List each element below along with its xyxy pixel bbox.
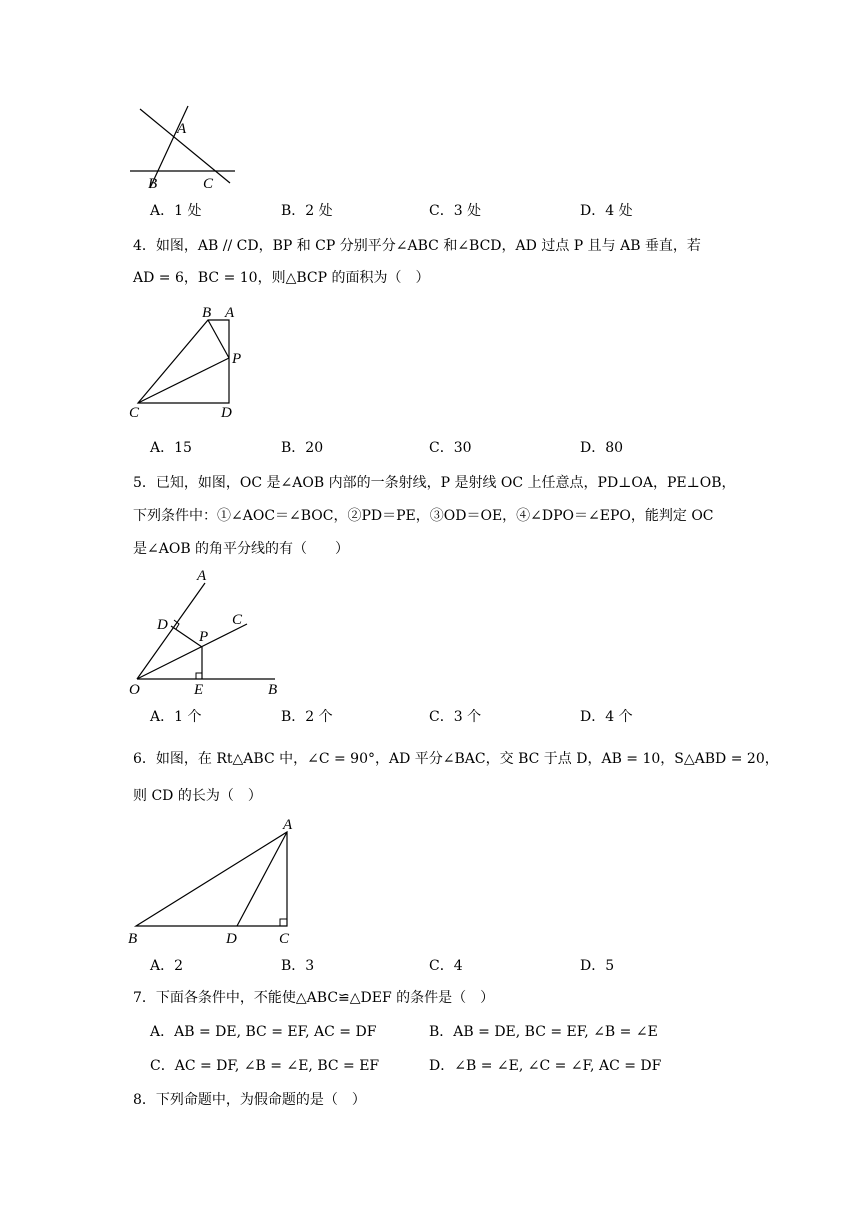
q3-option-b[interactable]: B．2 处 (281, 203, 333, 219)
q5-label-o: O (129, 682, 140, 698)
q5-option-b[interactable]: B．2 个 (281, 709, 333, 725)
q3-option-a[interactable]: A．1 处 (150, 203, 202, 219)
q5-label-a: A (197, 568, 207, 584)
q3-label-b: B (148, 176, 158, 192)
q6-option-a[interactable]: A．2 (150, 958, 184, 974)
q3-option-c[interactable]: C．3 处 (429, 203, 482, 219)
q4-segment-cp (138, 358, 229, 403)
q4-label-d: D (221, 405, 232, 421)
q4-option-a[interactable]: A．15 (150, 440, 192, 456)
q6-label-d: D (226, 931, 237, 947)
q6-triangle-abc (136, 832, 287, 926)
q5-option-a[interactable]: A．1 个 (150, 709, 202, 725)
q7-option-d[interactable]: D．∠B = ∠E, ∠C = ∠F, AC = DF (429, 1058, 662, 1074)
q5-label-d: D (157, 617, 168, 633)
q6-segment-ad (237, 832, 287, 926)
q4-segment-bp (208, 320, 229, 358)
q4-option-c[interactable]: C．30 (429, 440, 472, 456)
q6-stem-line1: 6．如图，在 Rt△ABC 中，∠C = 90°，AD 平分∠BAC，交 BC 于点 D，AB = 10，S△ABD = 20， (133, 751, 779, 767)
q5-label-p: P (199, 629, 209, 645)
q4-label-a: A (225, 305, 235, 321)
q3-label-c: C (203, 176, 214, 192)
q6-option-c[interactable]: C．4 (429, 958, 463, 974)
q3-option-d[interactable]: D．4 处 (580, 203, 633, 219)
q4-label-c: C (129, 405, 140, 421)
q5-stem-line3: 是∠AOB 的角平分线的有（ ） (133, 541, 350, 557)
q6-label-b: B (128, 931, 138, 947)
q6-label-c: C (279, 931, 290, 947)
q4-figure (125, 300, 255, 425)
q4-label-p: P (232, 351, 242, 367)
q7-option-b[interactable]: B．AB = DE, BC = EF, ∠B = ∠E (429, 1024, 658, 1040)
q4-option-d[interactable]: D．80 (580, 440, 624, 456)
q5-option-c[interactable]: C．3 个 (429, 709, 482, 725)
q4-option-b[interactable]: B．20 (281, 440, 324, 456)
q5-ray-oa (137, 583, 205, 679)
q5-option-d[interactable]: D．4 个 (580, 709, 633, 725)
q6-right-angle-c (280, 919, 287, 926)
q5-stem-line1: 5．已知，如图，OC 是∠AOB 内部的一条射线，P 是射线 OC 上任意点，PD⊥OA，PE⊥OB， (133, 475, 736, 491)
q5-label-e: E (194, 682, 204, 698)
q3-figure (125, 100, 245, 195)
q4-stem-line2: AD = 6，BC = 10，则△BCP 的面积为（ ） (133, 270, 430, 286)
q5-stem-line2: 下列条件中：①∠AOC＝∠BOC，②PD＝PE，③OD＝OE，④∠DPO＝∠EPO，能判定 OC (133, 508, 714, 524)
q3-label-a: A (177, 121, 187, 137)
q5-label-b: B (268, 682, 278, 698)
q7-option-c[interactable]: C．AC = DF, ∠B = ∠E, BC = EF (150, 1058, 380, 1074)
q4-label-b: B (202, 305, 212, 321)
q6-stem-line2: 则 CD 的长为（ ） (133, 788, 262, 804)
q5-ray-oc (137, 624, 247, 679)
q7-option-a[interactable]: A．AB = DE, BC = EF, AC = DF (150, 1024, 377, 1040)
q6-label-a: A (283, 817, 293, 833)
q6-figure (125, 812, 305, 947)
q6-option-b[interactable]: B．3 (281, 958, 315, 974)
q8-stem: 8．下列命题中，为假命题的是（ ） (133, 1092, 366, 1108)
q5-figure (125, 568, 295, 698)
q5-right-angle-e (196, 673, 202, 679)
q7-stem: 7．下面各条件中，不能使△ABC≌△DEF 的条件是（ ） (133, 990, 495, 1006)
q6-option-d[interactable]: D．5 (580, 958, 615, 974)
q4-stem-line1: 4．如图，AB // CD，BP 和 CP 分别平分∠ABC 和∠BCD，AD 过点 P 且与 AB 垂直，若 (133, 238, 701, 254)
q5-label-c: C (232, 612, 243, 628)
q5-segment-pd (171, 626, 202, 647)
